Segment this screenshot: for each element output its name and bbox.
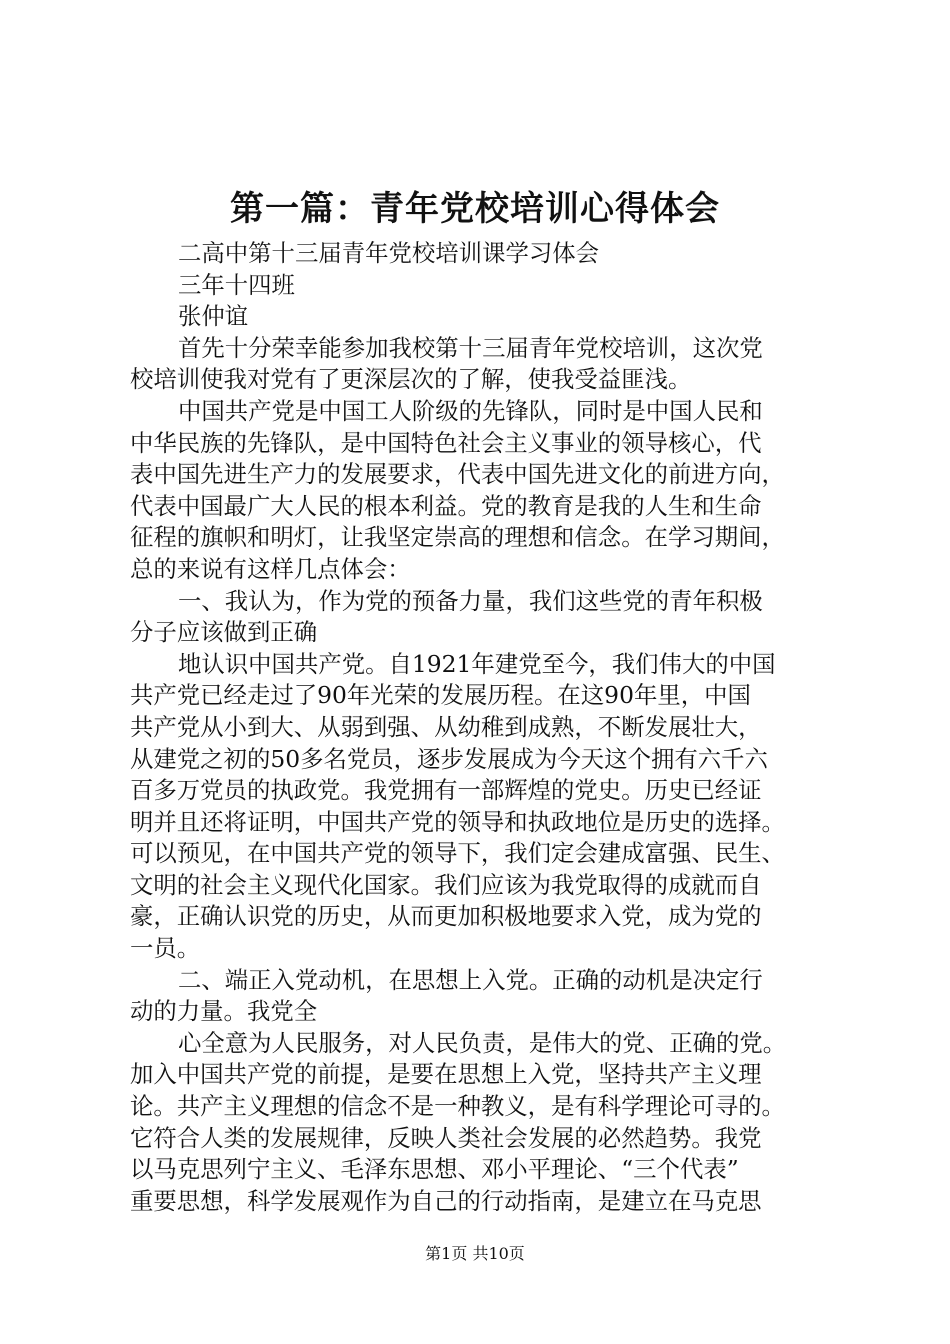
text-line: 分子应该做到正确 [130, 618, 318, 647]
text-line: 二、端正入党动机，在思想上入党。正确的动机是决定行 [178, 965, 763, 994]
text-line: 校培训使我对党有了更深层次的了解，使我受益匪浅。 [130, 365, 692, 394]
text-line: 代表中国最广大人民的根本利益。党的教育是我的人生和生命 [130, 491, 762, 520]
text-line: 表中国先进生产力的发展要求，代表中国先进文化的前进方向， [130, 460, 785, 489]
text-line: 从建党之初的50多名党员，逐步发展成为今天这个拥有六千六 [130, 744, 768, 773]
text-line: 共产党从小到大、从弱到强、从幼稚到成熟，不断发展壮大， [130, 712, 762, 741]
text-line: 共产党已经走过了90年光荣的发展历程。在这90年里，中国 [130, 681, 751, 710]
text-line: 三年十四班 [178, 270, 295, 299]
text-line: 明并且还将证明，中国共产党的领导和执政地位是历史的选择。 [130, 807, 785, 836]
text-line: 中华民族的先锋队，是中国特色社会主义事业的领导核心，代 [130, 428, 762, 457]
text-line: 二高中第十三届青年党校培训课学习体会 [178, 239, 600, 267]
text-line: 动的力量。我党全 [130, 997, 318, 1026]
document-title: 第一篇：青年党校培训心得体会 [230, 189, 720, 229]
page-footer: 第1页 共10页 [425, 1244, 525, 1263]
text-line: 心全意为人民服务，对人民负责，是伟大的党、正确的党。 [178, 1028, 787, 1057]
text-line: 加入中国共产党的前提，是要在思想上入党，坚持共产主义理 [130, 1060, 762, 1089]
text-line: 地认识中国共产党。自1921年建党至今，我们伟大的中国 [178, 649, 776, 678]
text-line: 一员。 [130, 934, 201, 963]
text-line: 百多万党员的执政党。我党拥有一部辉煌的党史。历史已经证 [130, 776, 762, 805]
text-line: 一、我认为，作为党的预备力量，我们这些党的青年积极 [178, 586, 763, 615]
text-line: 张仲谊 [178, 302, 249, 331]
text-line: 豪，正确认识党的历史，从而更加积极地要求入党，成为党的 [130, 902, 762, 931]
text-line: 文明的社会主义现代化国家。我们应该为我党取得的成就而自 [130, 870, 762, 899]
text-line: 它符合人类的发展规律，反映人类社会发展的必然趋势。我党 [130, 1123, 762, 1152]
text-line: 重要思想，科学发展观作为自己的行动指南，是建立在马克思 [130, 1186, 762, 1215]
text-line: 总的来说有这样几点体会： [130, 554, 411, 583]
text-line: 可以预见，在中国共产党的领导下，我们定会建成富强、民生、 [130, 839, 785, 868]
text-line: 首先十分荣幸能参加我校第十三届青年党校培训，这次党 [178, 333, 763, 362]
text-line: 中国共产党是中国工人阶级的先锋队，同时是中国人民和 [178, 396, 763, 425]
text-line: 征程的旗帜和明灯，让我坚定崇高的理想和信念。在学习期间， [130, 523, 785, 552]
text-line: 以马克思列宁主义、毛泽东思想、邓小平理论、“三个代表” [130, 1155, 739, 1184]
text-line: 论。共产主义理想的信念不是一种教义，是有科学理论可寻的。 [130, 1092, 785, 1121]
document-body [130, 238, 842, 1217]
